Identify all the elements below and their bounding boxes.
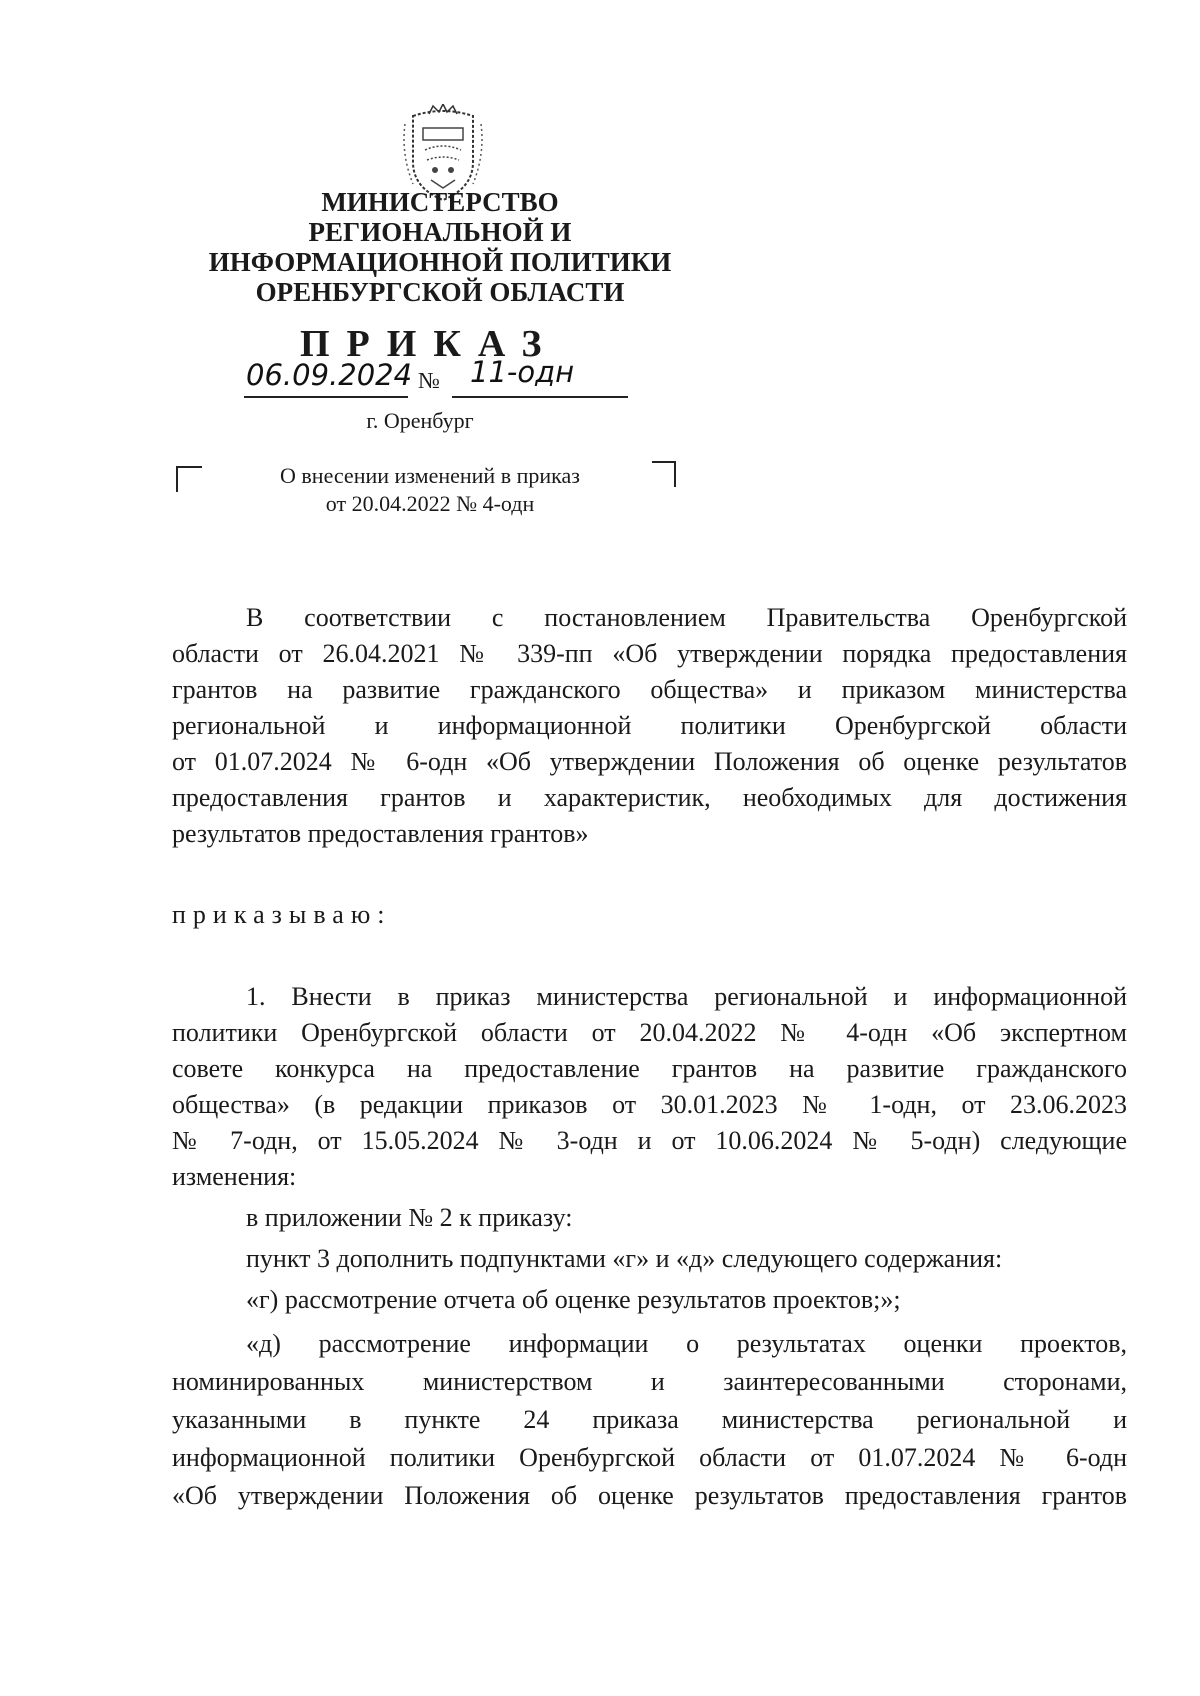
body-line: «Об утверждении Положения об оценке результатов предоставления грантов bbox=[172, 1481, 1127, 1510]
body-line: «г) рассмотрение отчета об оценке результатов проектов;»; bbox=[246, 1285, 901, 1314]
order-date: 06.09.2024 bbox=[246, 358, 413, 392]
body-line: предоставления грантов и характеристик, необходимых для достижения bbox=[172, 783, 1127, 812]
body-line: информационной политики Оренбургской области от 01.07.2024 № 6-одн bbox=[172, 1443, 1127, 1472]
city-name: г. Оренбург bbox=[366, 408, 474, 433]
body-line: В соответствии с постановлением Правительства Оренбургской bbox=[246, 603, 1127, 632]
body-line: номинированных министерством и заинтересованными сторонами, bbox=[172, 1367, 1127, 1396]
body-line: региональной и информационной политики Оренбургской области bbox=[172, 711, 1127, 740]
subject-line2: от 20.04.2022 № 4-одн bbox=[325, 491, 535, 516]
ministry-name-line1: МИНИСТЕРСТВО bbox=[321, 187, 559, 217]
body-line: изменения: bbox=[172, 1162, 297, 1191]
body-line: грантов на развитие гражданского общества» и приказом министерства bbox=[172, 675, 1127, 704]
order-word: приказываю: bbox=[172, 900, 392, 929]
body-line: от 01.07.2024 № 6-одн «Об утверждении Положения об оценке результатов bbox=[172, 747, 1127, 776]
number-sign: № bbox=[418, 368, 440, 393]
ministry-name-line2: РЕГИОНАЛЬНОЙ И bbox=[308, 217, 572, 247]
subject-line1: О внесении изменений в приказ bbox=[280, 463, 580, 488]
order-number: 11-одн bbox=[470, 355, 575, 389]
body-line: 1. Внести в приказ министерства региональной и информационной bbox=[246, 982, 1127, 1011]
subject-bracket-left bbox=[176, 466, 202, 492]
body-line: № 7-одн, от 15.05.2024 № 3-одн и от 10.06.2024 № 5-одн) следующие bbox=[172, 1126, 1127, 1155]
body-line: результатов предоставления грантов» bbox=[172, 819, 589, 848]
body-line: политики Оренбургской области от 20.04.2022 № 4-одн «Об экспертном bbox=[172, 1018, 1127, 1047]
document-type-title: ПРИКАЗ bbox=[300, 323, 559, 365]
body-line: «д) рассмотрение информации о результатах оценки проектов, bbox=[246, 1329, 1127, 1358]
subject-bracket-right bbox=[652, 461, 676, 487]
body-line: в приложении № 2 к приказу: bbox=[246, 1203, 573, 1232]
body-line: пункт 3 дополнить подпунктами «г» и «д» следующего содержания: bbox=[246, 1244, 1003, 1273]
body-line: указанными в пункте 24 приказа министерства региональной и bbox=[172, 1405, 1127, 1434]
body-line: общества» (в редакции приказов от 30.01.2023 № 1-одн, от 23.06.2023 bbox=[172, 1090, 1127, 1119]
body-line: совете конкурса на предоставление грантов на развитие гражданского bbox=[172, 1054, 1127, 1083]
date-underline bbox=[244, 396, 408, 398]
ministry-name-line4: ОРЕНБУРГСКОЙ ОБЛАСТИ bbox=[255, 277, 625, 307]
ministry-name-line3: ИНФОРМАЦИОННОЙ ПОЛИТИКИ bbox=[208, 247, 672, 277]
body-line: области от 26.04.2021 № 339-пп «Об утверждении порядка предоставления bbox=[172, 639, 1127, 668]
number-underline bbox=[452, 396, 628, 398]
